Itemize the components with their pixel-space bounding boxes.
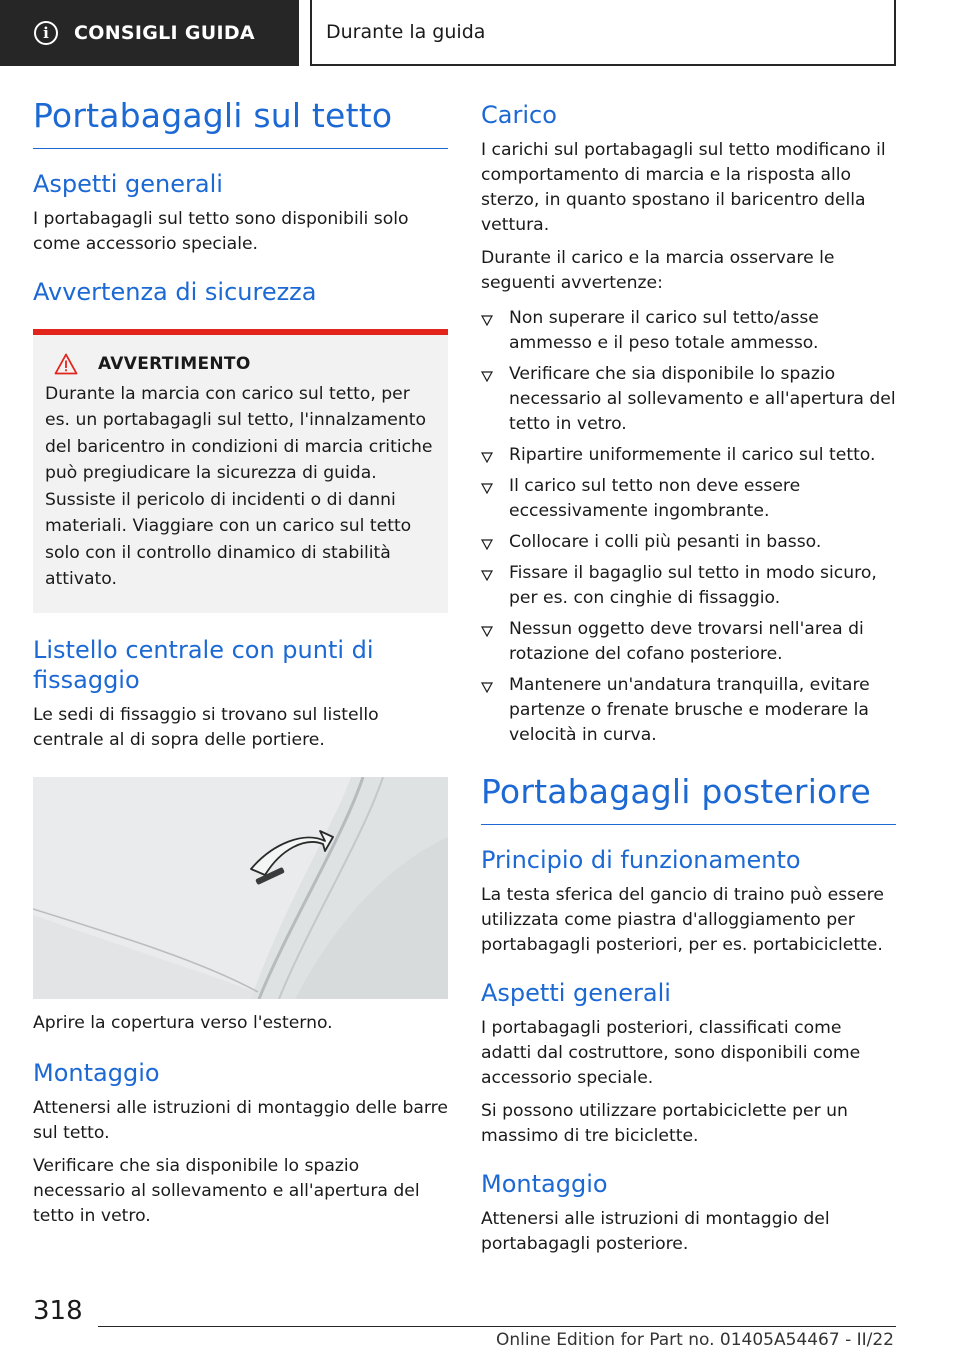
bullet-triangle-icon [481,626,493,637]
rear-general-text-1: I portabagagli posteriori, classificati come adatti dal costruttore, sono disponibili come accessorio speciale. [481,1017,861,1088]
bullet-triangle-icon [481,682,493,693]
rail-text: Le sedi di fissaggio si trovano sul listello centrale al di sopra delle portiere. [33,704,379,750]
principle-text: La testa sferica del gancio di traino può essere utilizzata come piastra d'alloggiamento per portabagagli posteriori, per es. portabiciclette. [481,884,884,955]
list-item: Fissare il bagaglio sul tetto in modo sicuro, per es. con cinghie di fissaggio. [481,561,896,611]
list-item: Non superare il carico sul tetto/asse ammesso e il peso totale ammesso. [481,306,896,356]
bullet-triangle-icon [481,371,493,382]
title-rule [481,824,896,825]
load-text-2: Durante il carico e la marcia osservare le seguenti avvertenze: [481,248,835,293]
list-item: Verificare che sia disponibile lo spazio necessario al sollevamento e all'apertura del tetto in vetro. [481,362,896,437]
photo-caption: Aprire la copertura verso l'esterno. [33,1012,333,1033]
chapter-label: CONSIGLI GUIDA [74,22,255,44]
list-item: Ripartire uniformemente il carico sul tetto. [481,443,896,468]
warning-title: AVVERTIMENTO [98,353,251,374]
principle-heading: Principio di funzionamento [481,845,801,874]
edition-note: Online Edition for Part no. 01405A54467 - II/22 [495,1330,894,1350]
roof-rack-title: Portabagagli sul tetto [33,96,393,135]
info-icon: i [34,21,58,45]
rear-mounting-text: Attenersi alle istruzioni di montaggio del portabagagli posteriore. [481,1208,830,1254]
load-bullet-list [481,306,896,748]
mounting-heading-left: Montaggio [33,1058,160,1087]
chapter-tab [0,0,299,66]
section-title: Durante la guida [326,21,486,43]
general-text: I portabagagli sul tetto sono disponibili solo come accessorio speciale. [33,208,409,254]
bullet-triangle-icon [481,570,493,581]
list-item: Il carico sul tetto non deve essere eccessivamente ingombrante. [481,474,896,524]
bullet-triangle-icon [481,452,493,463]
bullet-triangle-icon [481,539,493,550]
load-heading: Carico [481,101,557,129]
rear-general-text-2: Si possono utilizzare portabiciclette per un massimo di tre biciclette. [481,1100,848,1146]
warning-box [33,329,448,613]
mounting-text-1: Attenersi alle istruzioni di montaggio delle barre sul tetto. [33,1097,448,1143]
left-column [33,96,448,1229]
list-item: Mantenere un'andatura tranquilla, evitare partenze o frenate brusche e moderare la velocità in curva. [481,673,896,748]
rear-general-heading: Aspetti generali [481,978,671,1007]
general-heading: Aspetti generali [33,169,223,198]
page-number: 318 [33,1296,83,1326]
rail-heading: Listello centrale con punti di fissaggio [33,635,374,694]
load-text-1: I carichi sul portabagagli sul tetto modificano il comportamento di marcia e la risposta allo sterzo, in quanto spostano il baricentro della vettura. [481,140,886,235]
list-item: Nessun oggetto deve trovarsi nell'area di rotazione del cofano posteriore. [481,617,896,667]
title-rule [33,148,448,149]
warning-triangle-icon [54,353,78,375]
warning-head [45,353,436,375]
safety-heading: Avvertenza di sicurezza [33,277,317,306]
bullet-triangle-icon [481,315,493,326]
mounting-text-2: Verificare che sia disponibile lo spazio necessario al sollevamento e all'apertura del tetto in vetro. [33,1155,420,1226]
footer-rule [98,1326,896,1327]
mounting-heading-right: Montaggio [481,1169,608,1198]
page-header [0,0,960,66]
rear-rack-title: Portabagagli posteriore [481,772,871,811]
warning-text: Durante la marcia con carico sul tetto, per es. un portabagagli sul tetto, l'innalzamento del baricentro in condizioni di marcia critiche può pregiudicare la sicurezza di guida. Sussiste il pericolo di incidenti o di danni materiali. Viaggiare con un carico sul tetto solo con il controllo dinamico di stabilità attivato. [45,383,433,590]
roof-rail-photo [33,777,448,999]
section-box [310,0,896,66]
right-column [481,100,896,1257]
bullet-triangle-icon [481,483,493,494]
list-item: Collocare i colli più pesanti in basso. [481,530,896,555]
